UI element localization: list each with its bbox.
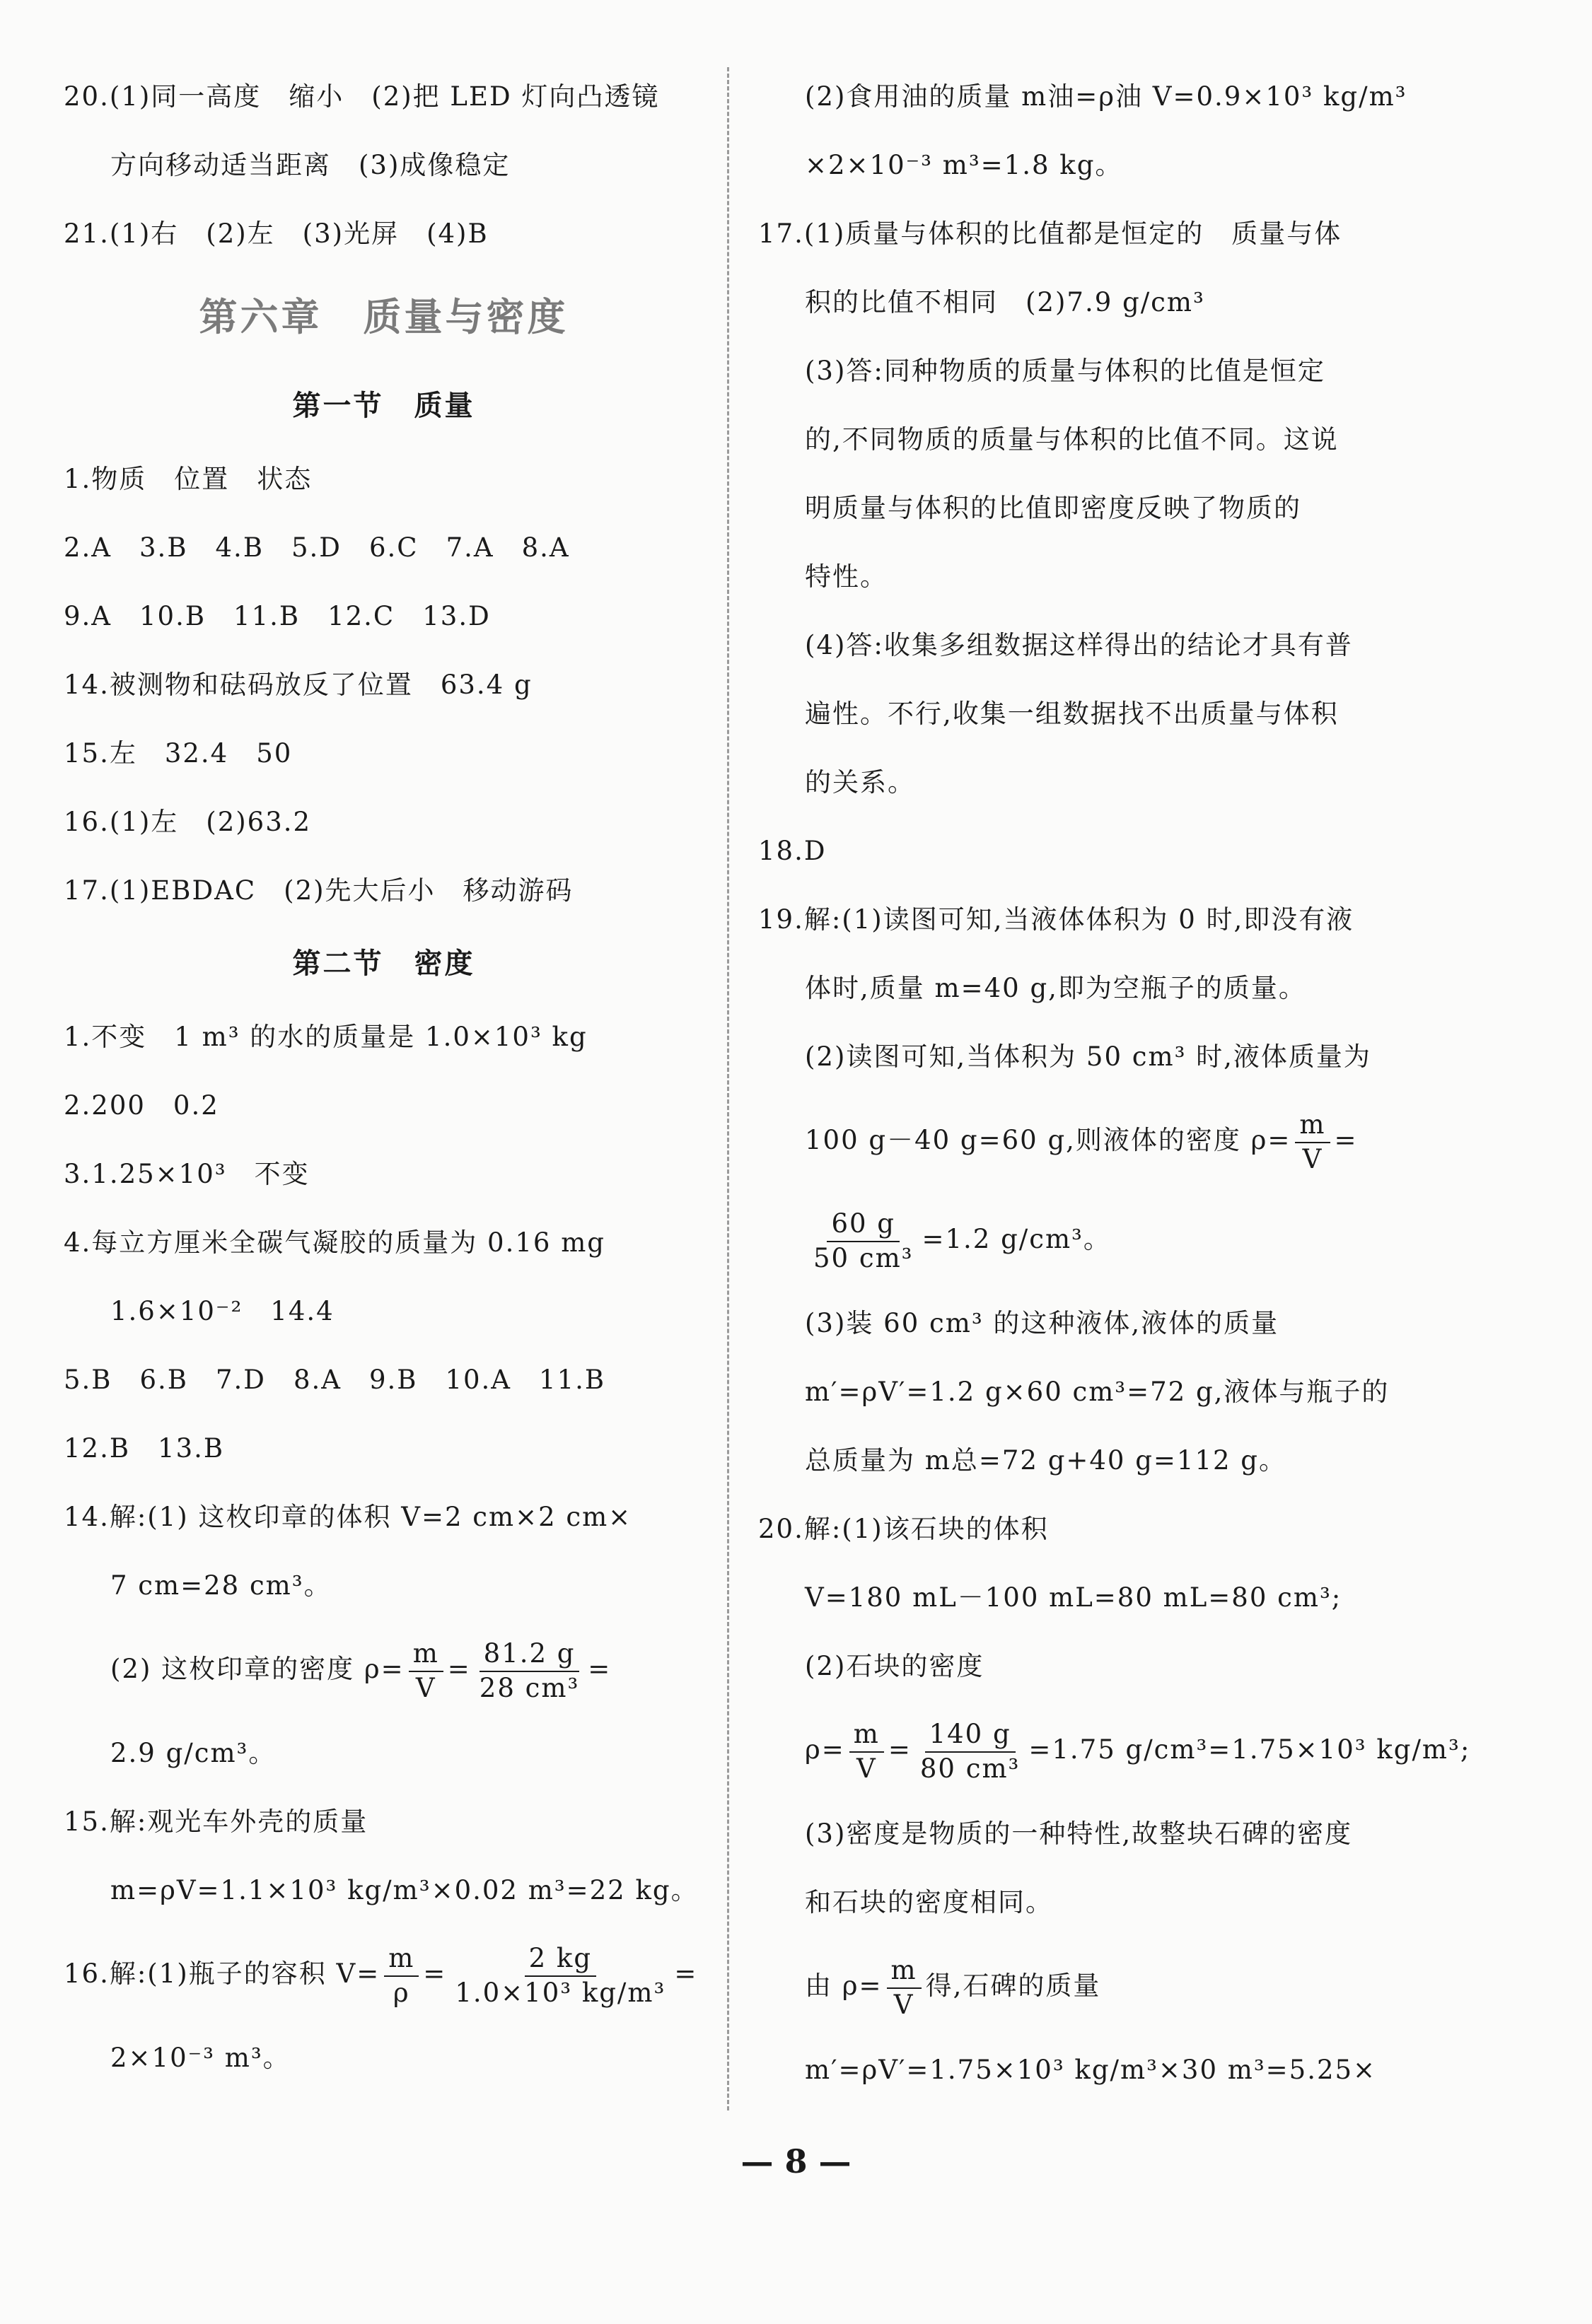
answer-line: 2×10⁻³ m³。: [110, 2043, 291, 2073]
section-title: 第一节 质量: [292, 390, 475, 422]
denominator: V: [415, 1672, 436, 1703]
numerator: 60 g: [827, 1210, 900, 1242]
equals-sign: =: [674, 1958, 698, 1989]
formula-text: 由 ρ=: [805, 1970, 883, 2001]
fraction: [409, 1637, 443, 1703]
formula-text: =1.75 g/cm³=1.75×10³ kg/m³;: [1028, 1734, 1471, 1765]
answer-line: 积的比值不相同 (2)7.9 g/cm³: [805, 287, 1205, 317]
formula-text: 16.解:(1)瓶子的容积 V=: [64, 1958, 380, 1989]
equals-sign: =: [588, 1654, 612, 1684]
equals-sign: =: [888, 1734, 912, 1765]
column-divider: [727, 67, 729, 2110]
fraction: [809, 1210, 917, 1273]
numerator: m: [887, 1957, 922, 1989]
answer-line: 3.1.25×10³ 不变: [64, 1159, 310, 1189]
answer-line: (2)读图可知,当体积为 50 cm³ 时,液体质量为: [805, 1041, 1371, 1072]
answer-line: 16.(1)左 (2)63.2: [64, 807, 312, 837]
answer-line: 17.(1)EBDAC (2)先大后小 移动游码: [64, 875, 574, 906]
page-number: — 8 —: [740, 2142, 852, 2180]
answer-line-formula: [64, 1620, 704, 1719]
denominator: 1.0×10³ kg/m³: [455, 1977, 666, 2008]
answer-line: m′=ρV′=1.75×10³ kg/m³×30 m³=5.25×: [805, 2055, 1377, 2085]
answer-line: 17.(1)质量与体积的比值都是恒定的 质量与体: [758, 218, 1342, 249]
answer-line: 20.解:(1)该石块的体积: [758, 1514, 1049, 1544]
formula-text: (2) 这枚印章的密度 ρ=: [110, 1654, 405, 1684]
equals-sign: =: [423, 1958, 447, 1989]
numerator: m: [849, 1721, 884, 1753]
denominator: 28 cm³: [479, 1672, 580, 1703]
answer-line: (3)密度是物质的一种特性,故整块石碑的密度: [805, 1818, 1353, 1849]
answer-line: m=ρV=1.1×10³ kg/m³×0.02 m³=22 kg。: [110, 1875, 699, 1905]
formula-text: 100 g－40 g=60 g,则液体的密度 ρ=: [805, 1125, 1291, 1155]
fraction: [916, 1718, 1024, 1784]
answer-line: 7 cm=28 cm³。: [110, 1570, 332, 1601]
answer-line-formula: [758, 1937, 1472, 2036]
answer-line: 1.6×10⁻² 14.4: [110, 1296, 335, 1326]
answer-line: 20.(1)同一高度 缩小 (2)把 LED 灯向凸透镜: [64, 81, 660, 112]
answer-line: 5.B 6.B 7.D 8.A 9.B 10.A 11.B: [64, 1365, 606, 1395]
answer-line: (3)答:同种物质的质量与体积的比值是恒定: [805, 356, 1325, 386]
answer-line: (2)石块的密度: [805, 1651, 984, 1681]
numerator: 2 kg: [525, 1945, 596, 1977]
answer-line: (4)答:收集多组数据这样得出的结论才具有普: [805, 630, 1353, 660]
fraction: [1295, 1111, 1330, 1174]
answer-line: 的,不同物质的质量与体积的比值不同。这说: [805, 424, 1339, 455]
formula-text: 得,石碑的质量: [925, 1970, 1101, 2001]
answer-line: 方向移动适当距离 (3)成像稳定: [110, 150, 511, 180]
numerator: 81.2 g: [480, 1640, 580, 1672]
answer-line: 9.A 10.B 11.B 12.C 13.D: [64, 601, 491, 631]
answer-line: V=180 mL－100 mL=80 mL=80 cm³;: [805, 1582, 1342, 1613]
answer-line: 遍性。不行,收集一组数据找不出质量与体积: [805, 699, 1339, 729]
answer-line-formula: [64, 1925, 704, 2024]
fraction: [475, 1637, 583, 1703]
answer-line-formula: [758, 1190, 1472, 1289]
answer-line: 和石块的密度相同。: [805, 1887, 1053, 1917]
answer-line: 的关系。: [805, 767, 915, 798]
answer-line: 2.200 0.2: [64, 1090, 219, 1121]
formula-text: =1.2 g/cm³。: [922, 1224, 1111, 1254]
denominator: V: [856, 1753, 877, 1784]
answer-line: 14.被测物和砝码放反了位置 63.4 g: [64, 670, 533, 700]
fraction: [849, 1718, 884, 1784]
numerator: 140 g: [925, 1721, 1016, 1753]
answer-line: 18.D: [758, 836, 827, 866]
answer-line: 15.左 32.4 50: [64, 738, 293, 769]
numerator: m: [384, 1945, 419, 1977]
equals-sign: =: [447, 1654, 471, 1684]
answer-line: 特性。: [805, 561, 888, 592]
left-column: [64, 62, 704, 2092]
section-title: 第二节 密度: [292, 947, 475, 980]
answer-line: 体时,质量 m=40 g,即为空瓶子的质量。: [805, 973, 1306, 1003]
chapter-title: 第六章 质量与密度: [199, 295, 569, 339]
answer-line: 15.解:观光车外壳的质量: [64, 1806, 368, 1837]
answer-line: 1.物质 位置 状态: [64, 464, 313, 494]
answer-line: 总质量为 m总=72 g+40 g=112 g。: [805, 1445, 1286, 1476]
answer-line: 14.解:(1) 这枚印章的体积 V=2 cm×2 cm×: [64, 1502, 632, 1532]
answer-line: 1.不变 1 m³ 的水的质量是 1.0×10³ kg: [64, 1022, 588, 1052]
answer-line: 19.解:(1)读图可知,当液体体积为 0 时,即没有液: [758, 904, 1354, 935]
denominator: ρ: [393, 1977, 410, 2008]
answer-line: ×2×10⁻³ m³=1.8 kg。: [805, 150, 1123, 180]
answer-line: m′=ρV′=1.2 g×60 cm³=72 g,液体与瓶子的: [805, 1377, 1390, 1407]
answer-line-formula: [758, 1700, 1472, 1799]
denominator: V: [1302, 1143, 1323, 1174]
formula-text: ρ=: [805, 1734, 845, 1765]
fraction: [451, 1942, 670, 2008]
denominator: 80 cm³: [919, 1753, 1021, 1784]
right-column: [758, 62, 1472, 2104]
answer-line: 明质量与体积的比值即密度反映了物质的: [805, 493, 1301, 523]
denominator: 50 cm³: [813, 1242, 914, 1273]
denominator: V: [893, 1989, 914, 2020]
numerator: m: [1295, 1111, 1330, 1143]
equals-sign: =: [1334, 1125, 1358, 1155]
fraction: [384, 1942, 419, 2008]
answer-line: (2)食用油的质量 m油=ρ油 V=0.9×10³ kg/m³: [805, 81, 1407, 112]
answer-line: (3)装 60 cm³ 的这种液体,液体的质量: [805, 1308, 1279, 1338]
answer-line: 2.A 3.B 4.B 5.D 6.C 7.A 8.A: [64, 532, 570, 563]
fraction: [887, 1954, 922, 2020]
answer-line: 21.(1)右 (2)左 (3)光屏 (4)B: [64, 218, 489, 249]
answer-line-formula: [758, 1091, 1472, 1190]
answer-line: 12.B 13.B: [64, 1433, 225, 1464]
numerator: m: [409, 1640, 443, 1672]
answer-line: 2.9 g/cm³。: [110, 1738, 277, 1768]
answer-line: 4.每立方厘米全碳气凝胶的质量为 0.16 mg: [64, 1227, 605, 1258]
